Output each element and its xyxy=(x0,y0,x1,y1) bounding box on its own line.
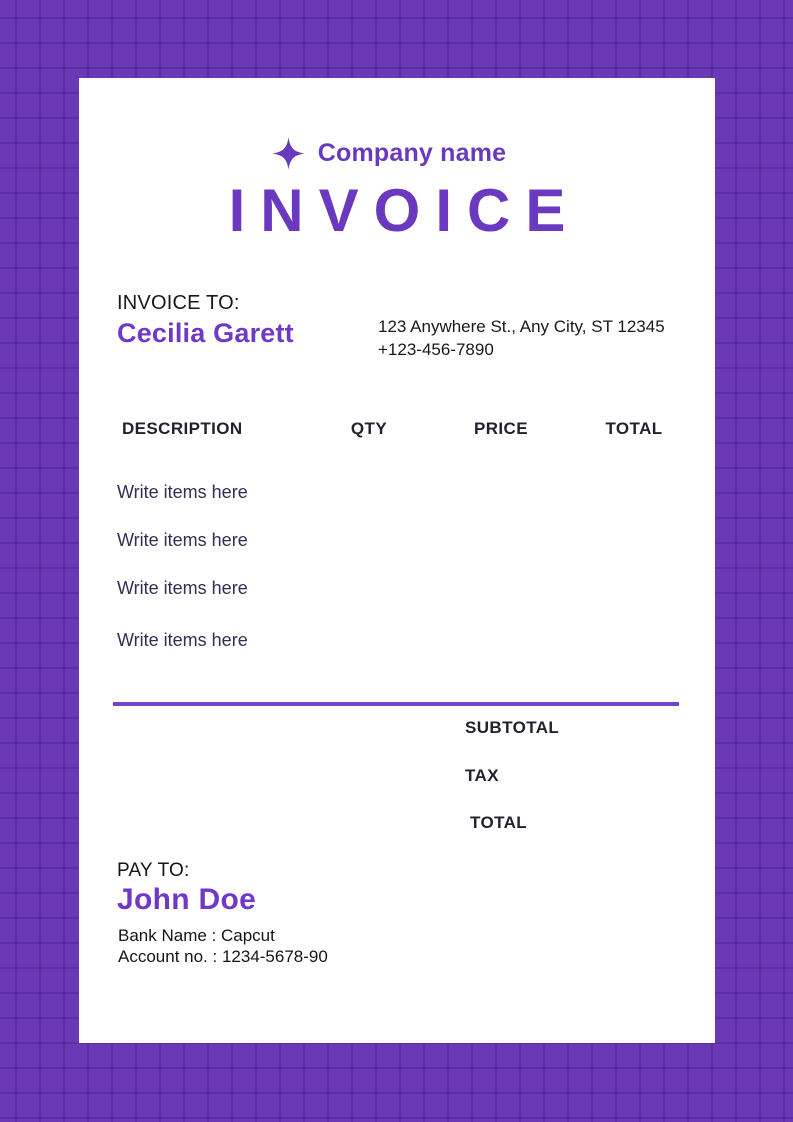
customer-phone: +123-456-7890 xyxy=(378,340,494,359)
customer-address: 123 Anywhere St., Any City, ST 12345 xyxy=(378,317,665,336)
bank-name-line: Bank Name : Capcut xyxy=(118,926,275,945)
column-header-qty: QTY xyxy=(350,419,388,438)
brand-header xyxy=(71,135,707,172)
pay-to-label: PAY TO: xyxy=(117,860,190,881)
total-label: TOTAL xyxy=(470,813,528,832)
invoice-to-label: INVOICE TO: xyxy=(117,292,240,314)
table-row: Write items here xyxy=(117,578,248,598)
table-row: Write items here xyxy=(117,530,248,550)
totals-divider xyxy=(113,702,679,706)
subtotal-label: SUBTOTAL xyxy=(465,718,560,737)
payee-name: John Doe xyxy=(117,883,257,916)
table-row: Write items here xyxy=(117,630,248,650)
tax-label: TAX xyxy=(465,766,499,785)
column-header-price: PRICE xyxy=(474,419,528,438)
sparkle-icon xyxy=(272,135,305,172)
table-row: Write items here xyxy=(117,482,248,502)
invoice-card xyxy=(79,78,715,1043)
account-number-line: Account no. : 1234-5678-90 xyxy=(118,947,328,966)
column-header-total: TOTAL xyxy=(605,419,663,438)
document-title: INVOICE xyxy=(228,177,581,244)
customer-name: Cecilia Garett xyxy=(117,318,294,348)
column-header-description: DESCRIPTION xyxy=(122,419,243,438)
company-name: Company name xyxy=(317,139,507,167)
customer-contact-block xyxy=(378,315,665,361)
